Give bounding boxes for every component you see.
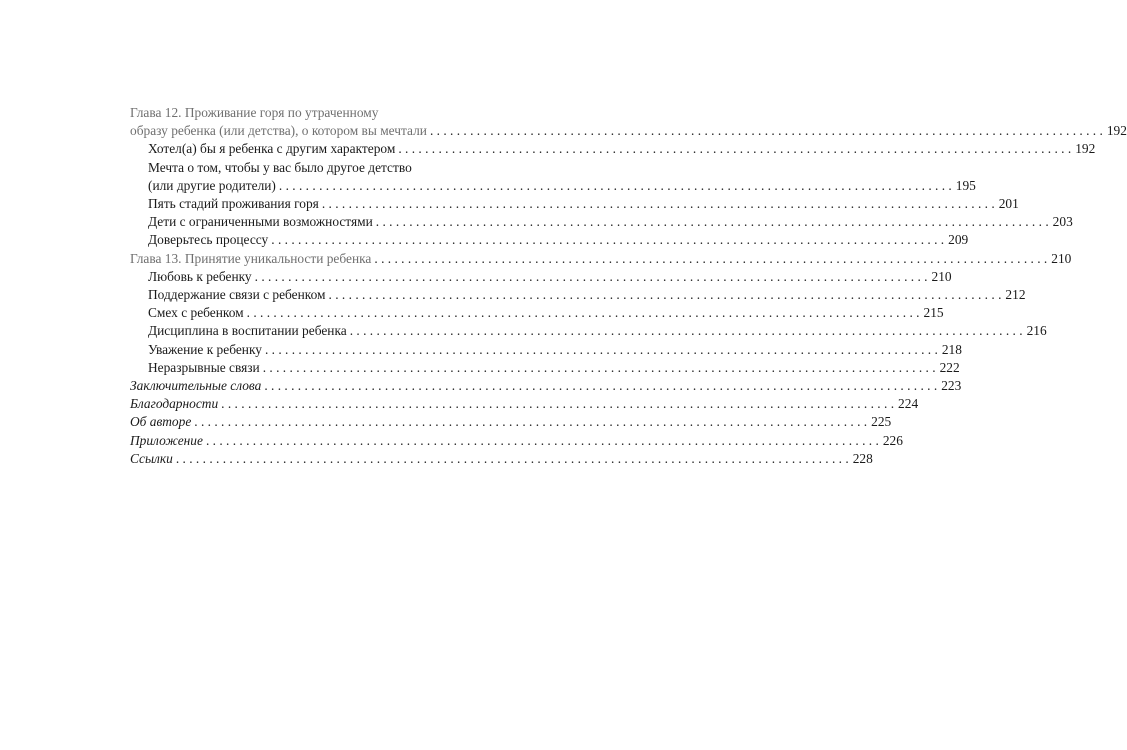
- toc-back-matter-entry[interactable]: [130, 450, 873, 468]
- toc-entry-line1: [130, 159, 493, 177]
- toc-entry-title: Приложение: [130, 432, 203, 448]
- table-of-contents: [130, 104, 1127, 468]
- toc-chapter-12-title-line2: образу ребенка (или детства), о котором вы мечтали: [130, 123, 427, 139]
- leader-dots: [206, 432, 879, 450]
- leader-dots: [265, 341, 938, 359]
- leader-dots: [376, 213, 1049, 231]
- toc-page-number: 210: [931, 268, 952, 284]
- toc-entry[interactable]: [130, 268, 952, 286]
- toc-back-matter-entry[interactable]: [130, 432, 903, 450]
- toc-entry-title: Ссылки: [130, 450, 173, 466]
- toc-entry-title: Смех с ребенком: [148, 305, 244, 321]
- toc-entry[interactable]: [130, 195, 1019, 213]
- toc-page-number: 192: [1075, 141, 1096, 157]
- leader-dots: [176, 450, 849, 468]
- toc-entry[interactable]: [130, 322, 1047, 340]
- toc-entry-title-line2: (или другие родители): [148, 177, 276, 193]
- leader-dots: [279, 177, 952, 195]
- toc-entry-title: Заключительные слова: [130, 378, 262, 394]
- toc-entry[interactable]: [130, 177, 976, 195]
- toc-entry[interactable]: [130, 286, 1026, 304]
- toc-page-number: 222: [939, 359, 960, 375]
- toc-entry-title: Об авторе: [130, 414, 192, 430]
- toc-page-number: 215: [923, 305, 944, 321]
- toc-page-number: 223: [941, 378, 962, 394]
- leader-dots: [221, 395, 894, 413]
- toc-entry[interactable]: [130, 304, 944, 322]
- leader-dots: [194, 413, 867, 431]
- toc-entry-title: Дети с ограниченными возможностями: [148, 214, 373, 230]
- leader-dots: [322, 195, 995, 213]
- toc-entry[interactable]: [130, 140, 1096, 158]
- toc-chapter-12-title-line1: Глава 12. Проживание горя по утраченному: [130, 105, 379, 120]
- leader-dots: [329, 286, 1002, 304]
- toc-page-number: 228: [852, 450, 873, 466]
- toc-entry-title-line1: Мечта о том, чтобы у вас было другое детство: [148, 159, 412, 175]
- leader-dots: [398, 140, 1071, 158]
- leader-dots: [350, 322, 1023, 340]
- leader-dots: [247, 304, 920, 322]
- toc-chapter-13-title: Глава 13. Принятие уникальности ребенка: [130, 250, 372, 266]
- toc-chapter-13[interactable]: [130, 250, 1072, 268]
- toc-entry-title: Дисциплина в воспитании ребенка: [148, 323, 347, 339]
- toc-page-number: 210: [1051, 250, 1072, 266]
- toc-page-number: 212: [1005, 287, 1026, 303]
- toc-page-number: 226: [882, 432, 903, 448]
- toc-entry-title: Уважение к ребенку: [148, 341, 262, 357]
- toc-page-number: 218: [941, 341, 962, 357]
- leader-dots: [374, 250, 1047, 268]
- toc-entry-title: Неразрывные связи: [148, 359, 260, 375]
- leader-dots: [264, 377, 937, 395]
- toc-page-number: 224: [898, 396, 919, 412]
- toc-entry-title: Доверьтесь процессу: [148, 232, 269, 248]
- leader-dots: [255, 268, 928, 286]
- toc-page-number: 216: [1026, 323, 1047, 339]
- toc-entry-title: Любовь к ребенку: [148, 268, 252, 284]
- toc-back-matter-entry[interactable]: [130, 395, 919, 413]
- toc-page-number: 209: [948, 232, 969, 248]
- toc-page-number: 225: [871, 414, 892, 430]
- toc-page-number: 192: [1106, 123, 1127, 139]
- toc-chapter-12[interactable]: [130, 122, 1127, 140]
- toc-back-matter-entry[interactable]: [130, 377, 962, 395]
- leader-dots: [430, 122, 1103, 140]
- leader-dots: [271, 231, 944, 249]
- toc-page-number: 195: [955, 177, 976, 193]
- toc-chapter-12-line1: [130, 104, 493, 122]
- toc-entry-title: Благодарности: [130, 396, 219, 412]
- toc-entry-title: Хотел(а) бы я ребенка с другим характером: [148, 141, 396, 157]
- toc-entry[interactable]: [130, 231, 969, 249]
- toc-page-number: 201: [998, 196, 1019, 212]
- leader-dots: [263, 359, 936, 377]
- toc-page-number: 203: [1052, 214, 1073, 230]
- toc-entry-title: Поддержание связи с ребенком: [148, 287, 326, 303]
- toc-entry[interactable]: [130, 341, 962, 359]
- toc-entry[interactable]: [130, 213, 1073, 231]
- toc-entry[interactable]: [130, 359, 960, 377]
- toc-back-matter-entry[interactable]: [130, 413, 892, 431]
- toc-entry-title: Пять стадий проживания горя: [148, 196, 319, 212]
